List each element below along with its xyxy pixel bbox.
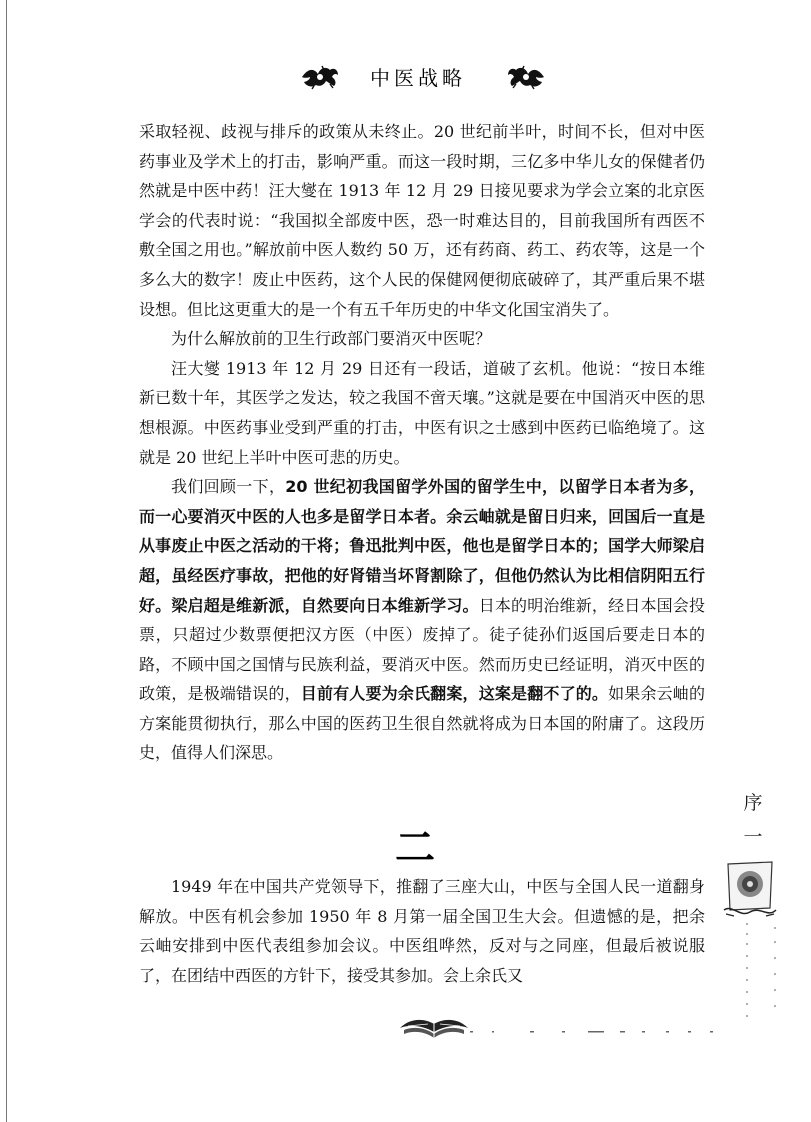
paragraph-text: 如果余云岫的方案能贯彻执行，那么中国的医药卫生很自然就将成为日本国的附庸了。这段历史，值得人们深思。 (139, 684, 705, 763)
paragraph (139, 354, 705, 472)
page-left-edge-line (6, 0, 7, 1122)
running-header (300, 60, 550, 94)
paragraph (139, 117, 705, 324)
paragraph-text: 日本的明治维新，经日本国会投票，只超过少数票便把汉方医（中医）废掉了。徒子徒孙们返国后要走日本的路，不顾中国之国情与民族利益，要消灭中医。然而历史已经证明，消灭中医的政策，是极端错误的， (139, 595, 705, 704)
floral-ornament-icon (300, 64, 340, 90)
emphasized-text: 目前有人要为余氏翻案，这案是翻不了的。 (300, 684, 609, 704)
paragraph (139, 472, 705, 768)
paragraph-text: 采取轻视、歧视与排斥的政策从未终止。20 世纪前半叶，时间不长，但对中医药事业及学术上的打击，影响严重。而这一段时期，三亿多中华儿女的保健者仍然就是中医中药！汪大燮在 1913 年 12 月 29 日接见要求为学会立案的北京医学会的代表时说：“我国拟全部废中医，恐一时难达目的，目前我国所有西医不敷全国之用也。”解放前中医人数约 50 万，还有药商、药工、药农等，这是一个多么大的数字！废止中医药，这个人民的保健网便彻底破碎了，其严重后果不堪设想。但比这更重大的是一个有五千年历史的中华文化国宝消失了。 (139, 122, 705, 319)
paragraph-text: 为什么解放前的卫生行政部门要消灭中医呢？ (171, 329, 492, 349)
decorative-dots (470, 1028, 720, 1036)
paragraph-text: 1949 年在中国共产党领导下，推翻了三座大山，中医与全国人民一道翻身解放。中医有机会参加 1950 年 8 月第一届全国卫生大会。但遗憾的是，把余云岫安排到中医代表组参加会议。中医组哗然，反对与之同座，但最后被说服了，在团结中西医的方针下，接受其参加。会上余氏又 (139, 877, 705, 985)
side-tab (738, 786, 778, 854)
scroll-emblem-icon (722, 858, 778, 920)
paragraph (139, 872, 705, 990)
paragraph (139, 324, 705, 354)
section-number: 二 (395, 825, 435, 871)
side-tab-char: 序 (743, 792, 763, 814)
decorative-dots (745, 918, 781, 1038)
header-title: 中医战略 (370, 66, 466, 90)
paragraph-text: 汪大燮 1913 年 12 月 29 日还有一段话，道破了玄机。他说：“按日本维新已数十年，其医学之发达，较之我国不啻天壤。”这就是要在中国消灭中医的思想根源。中医药事业受到严重的打击，中医有识之士感到中医药已临绝境了。这就是 20 世纪上半叶中医可悲的历史。 (139, 358, 705, 467)
side-tab-char: 一 (743, 826, 763, 848)
paragraph-text: 我们回顾一下， (171, 477, 286, 497)
body-text-section-2 (139, 872, 705, 990)
book-ornament-icon (398, 1010, 470, 1044)
body-text-section-1 (139, 117, 705, 768)
emphasized-text: 20 世纪初我国留学外国的留学生中，以留学日本者为多，而一心要消灭中医的人也多是留学日本者。余云岫就是留日归来，回国后一直是从事废止中医之活动的干将；鲁迅批判中医，他也是留学日本的；国学大师梁启超，虽经医疗事故，把他的好肾错当坏肾割除了，但他仍然认为比相信阴阳五行好。梁启超是维新派，自然要向日本维新学习。 (139, 477, 705, 615)
floral-ornament-icon (506, 64, 546, 90)
